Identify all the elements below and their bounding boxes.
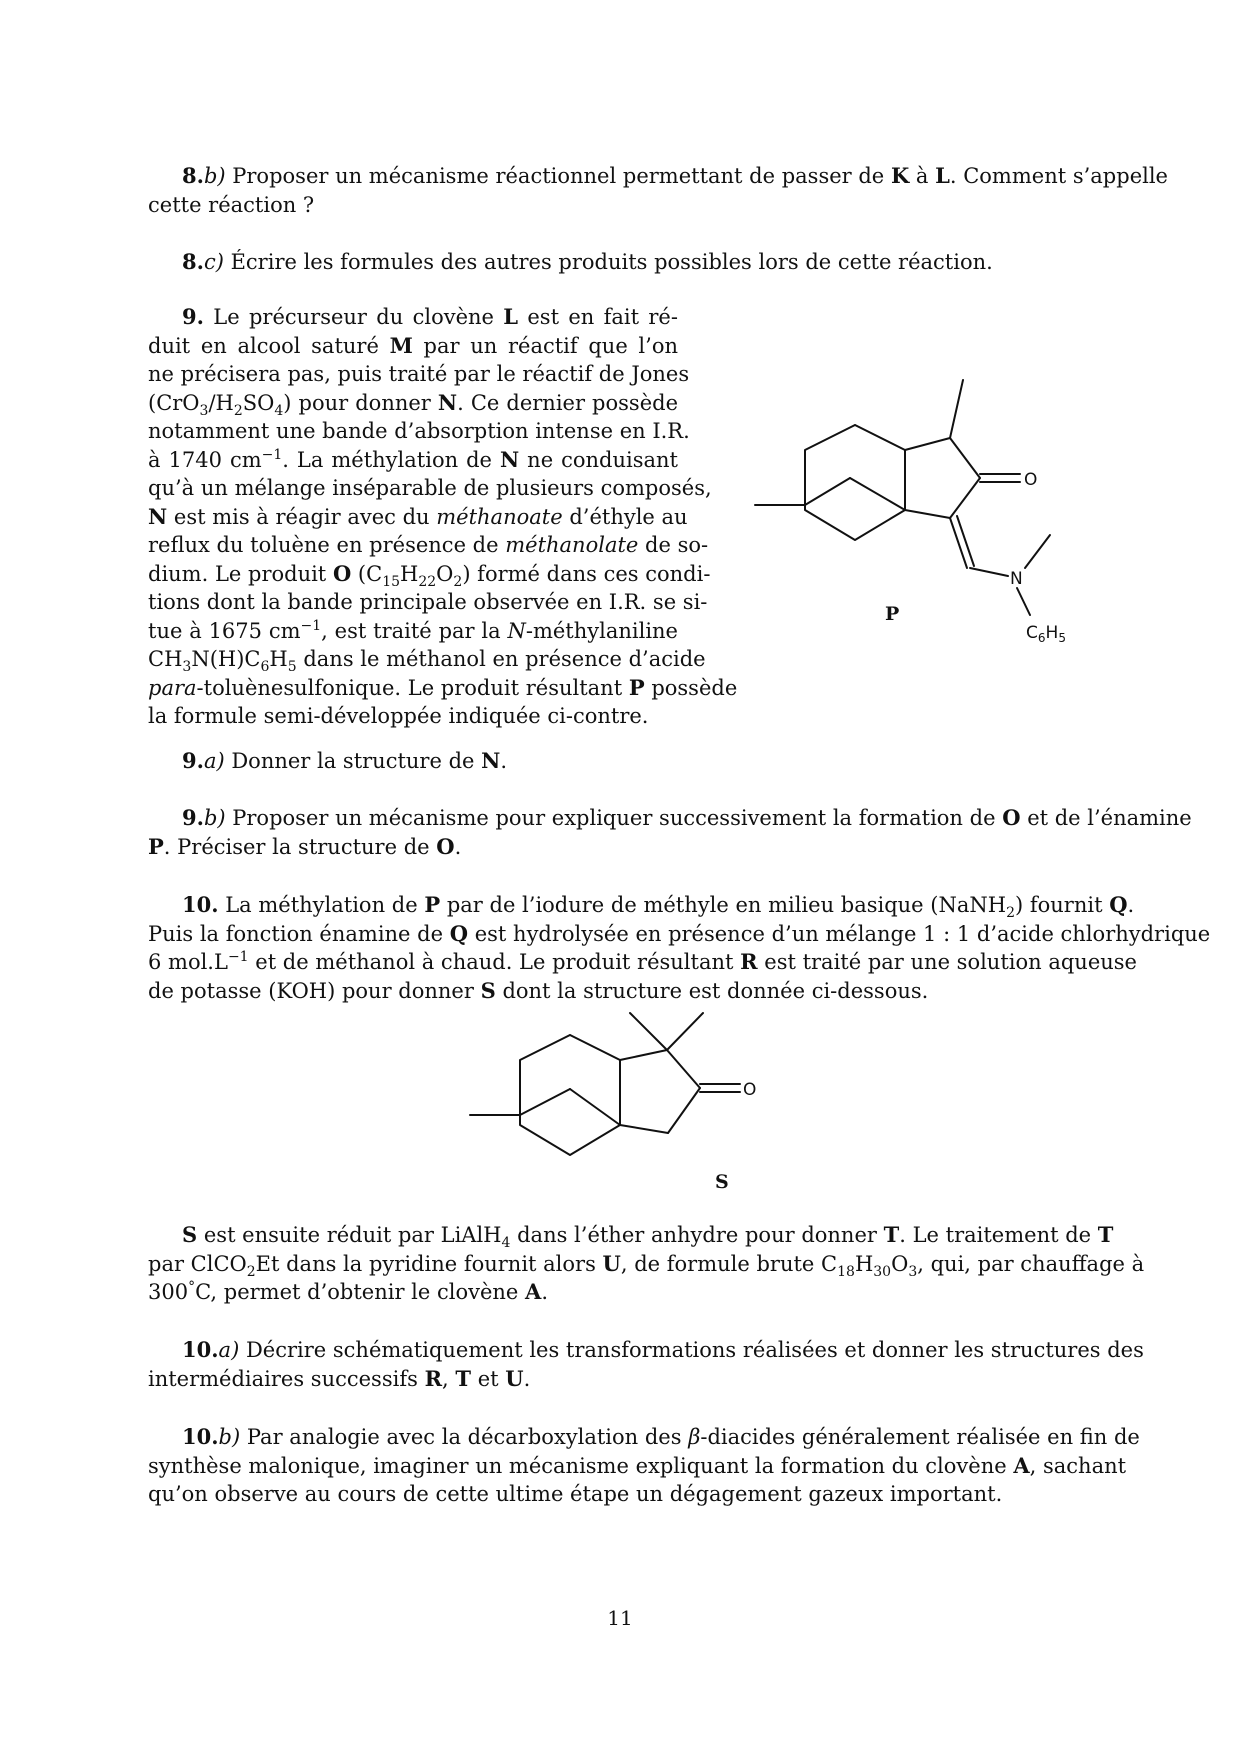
question-10a: 10.a) Décrire schématiquement les transformations réalisées et donner les structures des intermédiaires successifs R, T et U. xyxy=(148,1337,1144,1391)
question-10: 10. La méthylation de P par de l’iodure de méthyle en milieu basique (NaNH$_2$) fournit Q. Puis la fonction énamine de Q est hydrolysée en présence d’un mélange 1 : 1 d’acide chlorhydrique 6 $mol.L^{-1}$ et de méthanol à chaud. Le produit résultant R est traité par une solution aqueuse de potasse (KOH) pour donner S dont la structure est donnée ci-dessous. xyxy=(148,892,1211,1003)
structure-p-bonds xyxy=(755,380,1050,615)
phenyl-label-p: $C_6H_5$ xyxy=(1026,623,1066,645)
structure-s-bonds xyxy=(470,1013,740,1155)
question-8b: 8.b) Proposer un mécanisme réactionnel permettant de passer de K à L. Comment s’appelle cette réaction ? xyxy=(148,163,1168,217)
question-8c: 8.c) Écrire les formules des autres produits possibles lors de cette réaction. xyxy=(182,249,993,274)
structure-s xyxy=(460,1005,790,1215)
structure-p-drawing xyxy=(745,370,1095,660)
structure-p xyxy=(745,370,1095,660)
question-10b: 10.b) Par analogie avec la décarboxylation des β-diacides généralement réalisée en fin de synthèse malonique, imaginer un mécanisme expliquant la formation du clovène A, sachant qu’on observe au cours de cette ultime étape un dégagement gazeux important. xyxy=(148,1424,1140,1506)
nitrogen-label-p: N xyxy=(1010,569,1023,589)
structure-s-drawing xyxy=(460,1005,790,1215)
compound-label-s: S xyxy=(715,1171,729,1193)
question-10-continued: S est ensuite réduit par LiAlH$_4$ dans l’éther anhydre pour donner T. Le traitement de T par ClCO$_2$Et dans la pyridine fournit alors U, de formule brute $C_{18}H_{30}O_3$, qui, par chauffage à 300°C, permet d’obtenir le clovène A. xyxy=(148,1222,1145,1304)
question-9: 9. Le précurseur du clovène L est en fait ré- duit en alcool saturé M par un réactif que l’on ne précisera pas, puis traité par le réactif de Jones $(CrO_3/H_2SO_4)$ pour donner N. Ce dernier possède notamment une bande d’absorption intense en I.R. à 1740 $cm^{-1}$. La méthylation de N ne conduisant qu’à un mélange inséparable de plusieurs composés, N est mis à réagir avec du méthanoate d’éthyle au reflux du toluène en présence de méthanolate de so- dium. Le produit O $(C_{15}H_{22}O_2)$ formé dans ces condi- tions dont la bande principale observée en I.R. se si- tue à 1675 $cm^{-1}$, est traité par la N-méthylaniline $CH_3N(H)C_6H_5$ dans le méthanol en présence d’acide para-toluènesulfonique. Le produit résultant P possède la formule semi-développée indiquée ci-contre. xyxy=(148,304,738,728)
compound-label-p: P xyxy=(885,603,900,625)
page-number: 11 xyxy=(607,1606,633,1630)
question-9a: 9.a) Donner la structure de N. xyxy=(182,748,508,773)
oxygen-label-s: O xyxy=(743,1080,757,1100)
oxygen-label-p: O xyxy=(1024,470,1038,490)
question-9b: 9.b) Proposer un mécanisme pour expliquer successivement la formation de O et de l’énamine P. Préciser la structure de O. xyxy=(148,805,1192,859)
